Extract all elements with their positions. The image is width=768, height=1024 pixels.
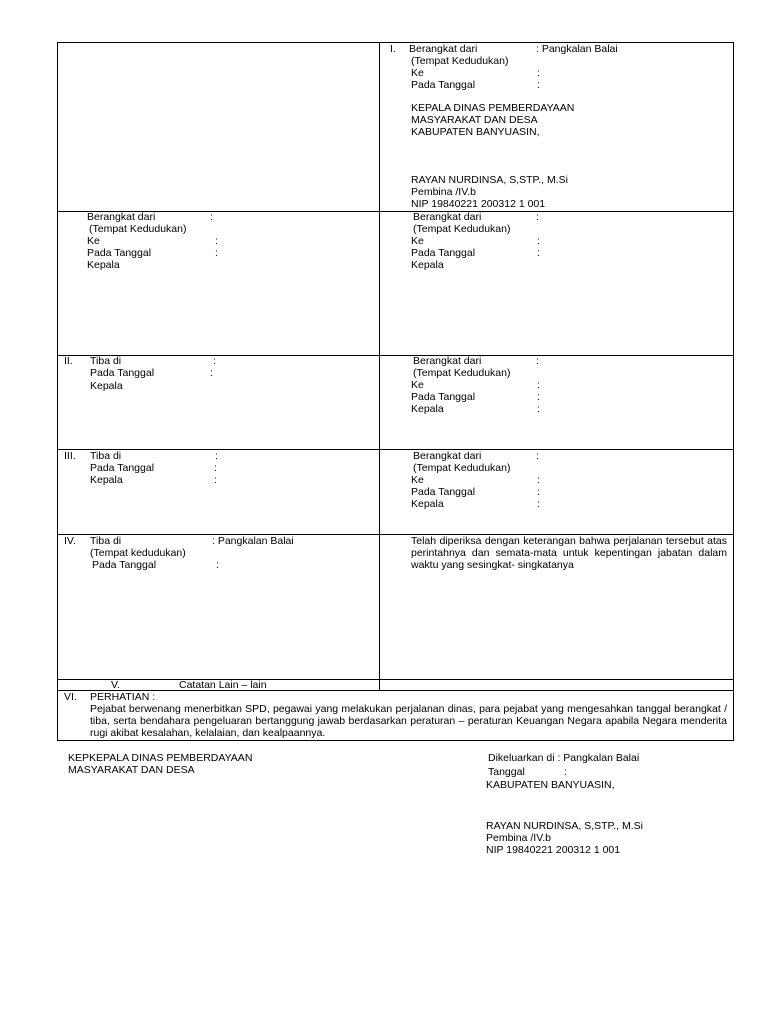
tiba-di-label: Tiba di [90, 450, 122, 462]
date-colon: : [564, 766, 567, 778]
section-number: II. [64, 355, 73, 367]
berangkat-dari-label: Berangkat dari [413, 450, 482, 462]
table-row-divider [57, 211, 734, 212]
ke-colon: : [537, 235, 540, 247]
berangkat-dari-value: : Pangkalan Balai [536, 43, 618, 55]
berangkat-dari-colon: : [536, 355, 539, 367]
official-nip: NIP 19840221 200312 1 001 [411, 198, 546, 210]
kepala-colon: : [537, 403, 540, 415]
pada-tanggal-label: Pada Tanggal [411, 391, 476, 403]
ke-colon: : [537, 67, 540, 79]
pada-tanggal-colon: : [537, 247, 540, 259]
pada-tanggal-label: Pada Tanggal [87, 247, 152, 259]
official-rank: Pembina /IV.b [411, 186, 476, 198]
ke-colon: : [537, 474, 540, 486]
table-column-divider [379, 42, 380, 691]
berangkat-dari-label: Berangkat dari [87, 211, 156, 223]
berangkat-dari-colon: : [536, 211, 539, 223]
section-number: IV. [64, 535, 76, 547]
perhatian-text: Pejabat berwenang menerbitkan SPD, pegawai yang melakukan perjalanan dinas, para pejabat yang mengesahkan tanggal berangkat / tiba, serta bendahara pengeluaran bertanggung jawab berdasarkan peraturan – peraturan Keuangan Negara apabila Negara menderita rugi akibat kesalahan, kelalaian, dan kealpaannya. [90, 703, 727, 739]
official-title-line: MASYARAKAT DAN DESA [411, 114, 538, 126]
pada-tanggal-colon: : [215, 247, 218, 259]
official-name: RAYAN NURDINSA, S,STP., M.Si [411, 174, 568, 186]
berangkat-dari-colon: : [536, 450, 539, 462]
verification-text: Telah diperiksa dengan keterangan bahwa perjalanan tersebut atas perintahnya dan semata-mata untuk kepentingan jabatan dalam waktu yang sesingkat- singkatanya [411, 535, 727, 571]
pada-tanggal-label: Pada Tanggal [92, 559, 157, 571]
pada-tanggal-colon: : [537, 391, 540, 403]
tempat-kedudukan-label: (Tempat Kedudukan) [413, 223, 511, 235]
tempat-kedudukan-label: (Tempat Kedudukan) [413, 367, 511, 379]
ke-label: Ke [411, 67, 424, 79]
pada-tanggal-colon: : [537, 486, 540, 498]
footer-region: KABUPATEN BANYUASIN, [486, 779, 615, 791]
pada-tanggal-label: Pada Tanggal [90, 367, 155, 379]
ke-label: Ke [411, 379, 424, 391]
pada-tanggal-colon: : [210, 367, 213, 379]
kepala-label: Kepala [87, 259, 120, 271]
official-title-line: KABUPATEN BANYUASIN, [411, 126, 540, 138]
table-row-divider [57, 355, 734, 356]
catatan-lain-label: Catatan Lain – lain [179, 679, 267, 691]
kepala-label: Kepala [90, 380, 123, 392]
pada-tanggal-label: Pada Tanggal [411, 79, 476, 91]
tempat-kedudukan-label: (Tempat Kedudukan) [411, 55, 509, 67]
footer-signatory-nip: NIP 19840221 200312 1 001 [486, 844, 621, 856]
pada-tanggal-label: Pada Tanggal [90, 462, 155, 474]
pada-tanggal-colon: : [537, 79, 540, 91]
kepala-label: Kepala [411, 403, 444, 415]
table-row-divider [57, 449, 734, 450]
ke-label: Ke [411, 235, 424, 247]
kepala-label: Kepala [411, 259, 444, 271]
pada-tanggal-label: Pada Tanggal [411, 486, 476, 498]
tiba-di-label: Tiba di [90, 355, 122, 367]
footer-office-line: MASYARAKAT DAN DESA [68, 764, 195, 776]
perhatian-heading: PERHATIAN : [90, 691, 156, 703]
kepala-label: Kepala [90, 474, 123, 486]
date-label: Tanggal [488, 766, 525, 778]
section-number: III. [64, 450, 76, 462]
pada-tanggal-colon: : [216, 559, 219, 571]
section-number: V. [111, 679, 120, 691]
table-border-bottom [57, 740, 734, 741]
official-title-line: KEPALA DINAS PEMBERDAYAAN [411, 102, 575, 114]
berangkat-dari-label: Berangkat dari [413, 355, 482, 367]
section-number: I. [390, 43, 396, 55]
tiba-di-colon: : [215, 450, 218, 462]
table-row-divider [57, 679, 734, 680]
pada-tanggal-colon: : [214, 462, 217, 474]
table-border-right [733, 42, 734, 741]
tempat-kedudukan-label: (Tempat Kedudukan) [413, 462, 511, 474]
tiba-di-label: Tiba di [90, 535, 122, 547]
ke-colon: : [215, 235, 218, 247]
table-border-left [57, 42, 58, 741]
ke-colon: : [537, 379, 540, 391]
kepala-colon: : [214, 474, 217, 486]
tiba-di-value: : Pangkalan Balai [212, 535, 294, 547]
berangkat-dari-label: Berangkat dari [409, 43, 478, 55]
tempat-kedudukan-label: (Tempat Kedudukan) [89, 223, 187, 235]
issued-at: Dikeluarkan di : Pangkalan Balai [488, 752, 640, 764]
berangkat-dari-colon: : [210, 211, 213, 223]
footer-signatory-rank: Pembina /IV.b [486, 832, 551, 844]
ke-label: Ke [87, 235, 100, 247]
ke-label: Ke [411, 474, 424, 486]
pada-tanggal-label: Pada Tanggal [411, 247, 476, 259]
kepala-colon: : [537, 498, 540, 510]
footer-signatory-name: RAYAN NURDINSA, S,STP., M.Si [486, 820, 643, 832]
section-number: VI. [64, 691, 77, 703]
tiba-di-colon: : [213, 355, 216, 367]
tempat-kedudukan-label: (Tempat kedudukan) [90, 547, 186, 559]
kepala-label: Kepala [411, 498, 444, 510]
berangkat-dari-label: Berangkat dari [413, 211, 482, 223]
footer-office-line: KEPKEPALA DINAS PEMBERDAYAAN [68, 752, 253, 764]
table-row-divider [57, 690, 734, 691]
